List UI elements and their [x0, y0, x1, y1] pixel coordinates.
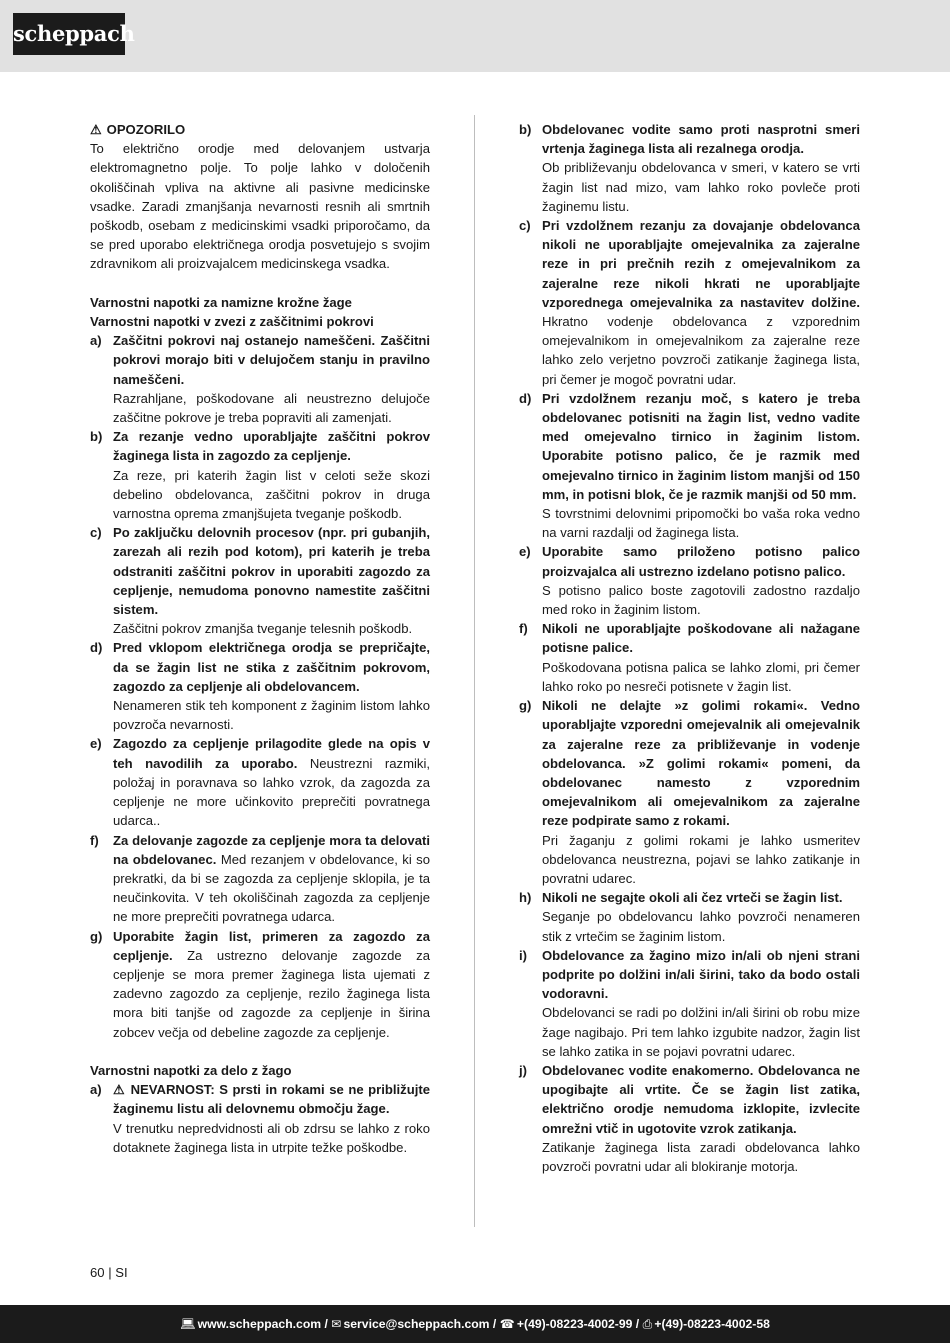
left-column: [90, 120, 430, 1157]
phone-icon: ☎︎: [499, 1317, 515, 1331]
list-item: d) Pri vzdolžnem rezanju moč, s katero je treba obdelovanec potisniti na žagin list, vedno vadite med omejevalno tirnico in žaginim listom. Uporabite potisno palico, če je razmik med omejevalno tirnico in žaginim listom manjši od 150 mm, in potisni blok, če je razmik manjši od 50 mm. S tovrstnimi delovnimi pripomočki bo vaša roka vedno na varni razdalji od žaginega lista.: [519, 390, 860, 541]
footer-web[interactable]: www.scheppach.com: [197, 1317, 322, 1331]
footer-bar: 💻︎ www.scheppach.com / ✉︎ service@scheppach.com / ☎︎ +(49)-08223-4002-99 / ⎙ +(49)-08223-4002-58: [0, 1305, 950, 1343]
header-bar: [0, 0, 950, 72]
list-item: e) Uporabite samo priloženo potisno palico proizvajalca ali ustrezno izdelano potisno palico. S potisno palico boste zagotovili zadostno razdaljo med roko in žaginim listom.: [519, 544, 860, 618]
list-item: c) Pri vzdolžnem rezanju za dovajanje obdelovanca nikoli ne uporabljajte omejevalnika za zajeralne reze in pri prečnih rezih z omejevalnikom za zajeralne reze nikoli hkrati ne uporabljajte vzporednega omejevalnika za nastavitev dolžine. Hkratno vodenje obdelovanca z vzporednim omejevalnikom in omejevalnikom za zajeralne reze lahko zelo verjetno povzroči zatikanje žaginega lista, pri čemer je mogoč povratni udar.: [519, 218, 860, 387]
section-heading: Varnostni napotki za namizne krožne žage: [90, 294, 352, 310]
list-item: f) Za delovanje zagozde za cepljenje mora ta delovati na obdelovanec. Med rezanjem v obdelovance, ki so prekratki, da bi se zagozda za cepljenje sklopila, je ta neučinkovita. V teh okoliščinah zagozda za cepljenje ne more preprečiti povratnega udarca.: [90, 832, 430, 925]
list-item: g) Nikoli ne delajte »z golimi rokami«. Vedno uporabljajte vzporedni omejevalnik ali omejevalnik za zajeralne reze za približevanje in vodenje obdelovanca. »Z golimi rokami« pomeni, da obdelovanec namesto z vzporednim omejevalnikom ali omejevalnikom za zajeralne reze podpirate samo z rokami. Pri žaganju z golimi rokami je lahko usmeritev obdelovanca neustrezna, pojavi se lahko zatikanje in povratni udarec.: [519, 698, 860, 886]
warning-triangle-icon: ⚠: [90, 122, 102, 137]
footer-fax: +(49)-08223-4002-58: [654, 1317, 770, 1331]
list-item: a) Zaščitni pokrovi naj ostanejo nameščeni. Zaščitni pokrovi morajo biti v delujočem stanju in pravilno nameščeni. Razrahljane, poškodovane ali neustrezno delujoče zaščitne pokrove je treba popraviti ali zamenjati.: [90, 333, 430, 426]
footer-email[interactable]: service@scheppach.com: [343, 1317, 490, 1331]
list-item: e) Zagozdo za cepljenje prilagodite glede na opis v teh navodilih za uporabo. Neustrezni razmiki, položaj in poravnava so lahko vzrok, da zagozda za cepljenje ne more učinkovito preprečiti povratnega udarca..: [90, 736, 430, 829]
list-item: b) Obdelovanec vodite samo proti nasprotni smeri vrtenja žaginega lista ali rezalnega orodja. Ob približevanju obdelovanca v smeri, v katero se vrti žagin list nad mizo, vam lahko roko povleče proti žaginemu listu.: [519, 122, 860, 214]
list-item: h) Nikoli ne segajte okoli ali čez vrteči se žagin list. Seganje po obdelovancu lahko povzroči nenameren stik z vrtečim se žaginim listom.: [519, 890, 860, 944]
list-item: a) ⚠ NEVARNOST: S prsti in rokami se ne približujte žaginemu listu ali delovnemu območju žage. V trenutku nepredvidnosti ali ob zdrsu se lahko z roko dotaknete žaginega lista in utrpite težke poškodbe.: [90, 1082, 430, 1155]
page-number: 60 | SI: [90, 1265, 128, 1280]
list-item: c) Po zaključku delovnih procesov (npr. pri gubanjih, zarezah ali rezih pod kotom), pri katerih je treba odstraniti zaščitni pokrov in uporabiti zagozdo za cepljenje, nemudoma ponovno namestite zaščitni sistem. Zaščitni pokrov zmanjša tveganje telesnih poškodb.: [90, 525, 430, 637]
list-item: i) Obdelovance za žagino mizo in/ali ob njeni strani podprite po dolžini in/ali širini, tako da bodo ostali vodoravni. Obdelovanci se radi po dolžini in/ali širini ob robu mize žage nagibajo. Pri tem lahko izgubite nadzor, žagin list se lahko zatika in se pojavi povratni udarec.: [519, 947, 860, 1059]
list-item: f) Nikoli ne uporabljajte poškodovane ali nažagane potisne palice. Poškodovana potisna palica se lahko zlomi, pri čemer lahko roko po nesreči potisnete v žagin list.: [519, 621, 860, 694]
list-item: g) Uporabite žagin list, primeren za zagozdo za cepljenje. Za ustrezno delovanje zagozde za cepljenje se mora premer žaginega lista ujemati z zadevno zagozdo za cepljenje, rezilo žaginega lista mora biti tanjše od zagozde za cepljenje in širina zobcev večja od debeline zagozde za cepljenje.: [90, 928, 430, 1040]
fax-icon: ⎙: [642, 1317, 653, 1331]
column-divider: [474, 115, 475, 1227]
list-item: b) Za rezanje vedno uporabljajte zaščitni pokrov žaginega lista in zagozdo za cepljenje. Za reze, pri katerih žagin list v celoti seže skozi debelino obdelovanca, zaščitni pokrov in druga varnostna oprema zmanjšujeta tveganje poškodb.: [90, 429, 430, 522]
right-column: [519, 120, 860, 1176]
list-item: j) Obdelovanec vodite enakomerno. Obdelovanca ne upogibajte ali vrtite. Če se žagin list zatika, električno orodje nemudoma izklopite, izvlecite omrežni vtič in ugotovite vzrok zatikanja. Zatikanje žaginega lista zaradi obdelovanca lahko povzroči povratni udar ali blokiranje motorja.: [519, 1062, 860, 1174]
list-item: d) Pred vklopom električnega orodja se prepričajte, da se žagin list ne stika z zaščitnim pokrovom, zagozdo za cepljenje ali obdelovancem. Nenameren stik teh komponent z žaginim listom lahko povzroča nevarnosti.: [90, 640, 430, 733]
section-heading: Varnostni napotki za delo z žago: [90, 1062, 292, 1078]
subsection-heading: Varnostni napotki v zvezi z zaščitnimi pokrovi: [90, 314, 374, 330]
warning-heading: ⚠ OPOZORILO: [90, 120, 430, 139]
scheppach-logo: scheppach: [13, 13, 125, 55]
warning-text: To električno orodje med delovanjem ustvarja elektromagnetno polje. To polje lahko v določenih okoliščinah vpliva na aktivne ali pasivne medicinske vsadke. Zaradi zmanjšanja nevarnosti resnih ali smrtnih poškodb, osebam z medicinskimi vsadki priporočamo, da se pred uporabo električnega orodja posvetujejo s svojim zdravnikom ali proizvajalcem medicinskega vsadka.: [90, 141, 430, 272]
computer-icon: 💻︎: [180, 1317, 196, 1331]
danger-triangle-icon: ⚠: [113, 1082, 125, 1098]
footer-phone: +(49)-08223-4002-99: [516, 1317, 633, 1331]
email-icon: ✉︎: [331, 1317, 342, 1331]
